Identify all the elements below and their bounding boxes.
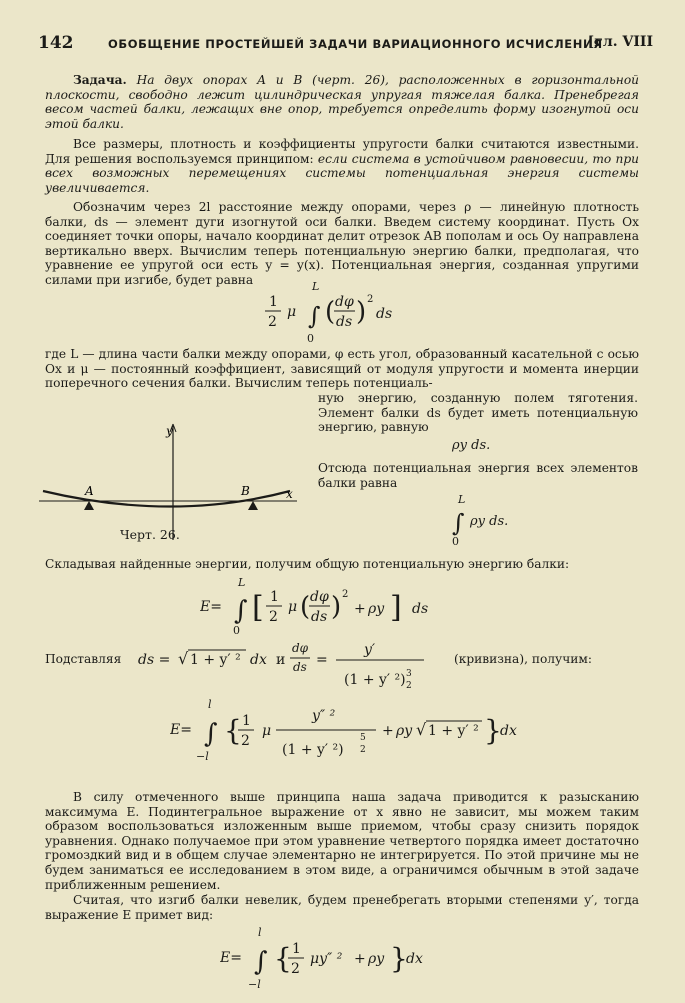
paragraph-definitions: где L — длина части балки между опорами, φ есть угол, образованный касательной с осью Ox и μ — постоянный коэффициент, зависящий от модуля упругости и момента инерции поперечного сечения балки. Вычислим теперь потенциаль-	[45, 347, 639, 391]
eq4-sqrt-radicand: 1 + y′ ²	[428, 723, 479, 739]
sub-and: и	[276, 652, 286, 668]
eq5-integral-sign: ∫	[254, 947, 268, 977]
paragraph-total-energy: Складывая найденные энергии, получим общую потенциальную энергию балки:	[45, 557, 570, 571]
eq4-denominator: 2	[241, 733, 250, 749]
eq1-paren-right: )	[356, 297, 367, 327]
paragraph-principle-text: Все размеры, плотность и коэффициенты упругости балки считаются известными. Для решения воспользуемся принципом:	[45, 137, 639, 166]
figure-caption: Черт. 26.	[120, 527, 180, 542]
eq3-plus: +	[354, 601, 366, 617]
eq1-mu: μ	[287, 304, 297, 320]
sub-exp-2: 2	[406, 681, 412, 691]
eq2-lower-limit: 0	[452, 535, 459, 545]
eq1-dphi: dφ	[335, 294, 354, 310]
eq3-square: 2	[342, 589, 349, 600]
eq4-dx: dx	[500, 723, 517, 739]
eq5-e: E=	[220, 950, 242, 966]
eq4-denom: (1 + y′ ²)	[282, 742, 344, 758]
figure-label-a: A	[85, 484, 94, 498]
eq4-rho-y: ρy	[396, 723, 413, 739]
eq1-denominator: 2	[268, 314, 277, 330]
eq3-paren-left: (	[300, 592, 311, 622]
eq2-upper-limit: L	[458, 493, 466, 506]
paragraph-principle	[45, 137, 639, 195]
paragraph-principle-applied: В силу отмеченного выше принципа наша задача приводится к разысканию максимума E. Подинтегральное выражение от x явно не зависит, мы можем таким образом воспользоваться изложенным выше приемом, чтобы сразу снизить порядок уравнения. Однако получаемое при этом уравнение четвертого порядка имеет достаточно громоздкий вид и в общем случае элементарно не интегрируется. По этой причине мы не будем заниматься ее исследованием в этом виде, а ограничимся обычным в этой задаче приближенным решением.	[45, 790, 639, 892]
equation-gravity-energy	[440, 493, 540, 545]
eq3-denominator: 2	[269, 609, 278, 625]
principle-statement: если система в устойчивом равновесии, то при всех возможных перемещениях системы потенциальная энергия системы увеличивается.	[45, 151, 639, 195]
sub-ds-den: ds	[293, 660, 307, 674]
eq1-integral-sign: ∫	[308, 302, 321, 330]
problem-label: Задача.	[73, 73, 127, 87]
eq3-numerator: 1	[270, 589, 279, 605]
eq3-bracket-right: ]	[390, 590, 402, 625]
eq5-numerator: 1	[292, 941, 301, 957]
eq5-lower-limit: −l	[248, 978, 261, 990]
problem-text: На двух опорах A и B (черт. 26), расположенных в горизонтальной плоскости, свободно лежит цилиндрическая упругая тяжелая балка. Пренебрегая весом частей балки, лежащих вне опор, требуется определить форму изогнутой оси этой балки.	[45, 73, 640, 131]
figure-label-x: x	[286, 487, 293, 501]
eq1-ds-den: ds	[336, 314, 353, 330]
eq4-brace-left: {	[224, 714, 242, 747]
eq5-brace-left: {	[274, 942, 292, 975]
running-header	[38, 33, 653, 55]
running-title: ОБОБЩЕНИЕ ПРОСТЕЙШЕЙ ЗАДАЧИ ВАРИАЦИОННОГО ИСЧИСЛЕНИЯ	[108, 37, 603, 51]
eq4-exp-5: 5	[360, 733, 366, 743]
eq3-paren-right: )	[331, 592, 342, 622]
problem-paragraph	[45, 73, 639, 131]
eq4-e: E=	[170, 722, 192, 738]
eq2-integrand: ρy ds.	[470, 514, 509, 529]
substitution-lead: Подставляя	[45, 652, 122, 666]
eq4-integral-sign: ∫	[204, 719, 218, 749]
eq1-paren-left: (	[325, 297, 336, 327]
sub-sqrt-sign: √	[178, 649, 189, 668]
eq1-numerator: 1	[269, 294, 278, 310]
eq2-integral-sign: ∫	[452, 509, 465, 537]
eq5-brace-right: }	[390, 942, 408, 975]
eq4-plus: +	[382, 723, 394, 739]
eq4-sqrt-sign: √	[416, 720, 427, 739]
sub-ds-eq: ds =	[138, 652, 171, 668]
eq3-mu: μ	[288, 599, 298, 615]
eq3-bracket-left: [	[252, 590, 264, 625]
eq1-upper-limit: L	[312, 282, 320, 293]
eq4-ypp: y″ ²	[312, 708, 336, 724]
eq1-ds: ds	[376, 306, 393, 322]
chapter-label: [гл. VIII	[587, 34, 653, 50]
sub-exp-3: 3	[406, 669, 412, 679]
paragraph-gravity-total: Отсюда потенциальная энергия всех элементов балки равна	[318, 461, 638, 490]
eq5-plus: +	[354, 951, 366, 967]
figure-label-y: y	[166, 424, 173, 438]
equation-total-energy	[200, 577, 460, 635]
paragraph-coordinates: Обозначим через 2l расстояние между опорами, через ρ — линейную плотность балки, ds — элемент дуги изогнутой оси балки. Введем систему координат. Пусть Ox соединяет точки опоры, начало координат делит отрезок AB пополам и ось Oy направлена вертикально вверх. Вычислим теперь потенциальную энергию балки, предполагая, что уравнение ее упругой оси есть y = y(x). Потенциальная энергия, созданная упругими силами при изгибе, будет равна	[45, 200, 639, 287]
substitution-note: (кривизна), получим:	[454, 652, 592, 666]
eq4-exp-2: 2	[360, 745, 366, 755]
eq3-integral-sign: ∫	[234, 596, 248, 626]
eq3-e: E=	[200, 599, 222, 615]
eq3-rho-y: ρy	[368, 601, 385, 617]
eq4-lower-limit: −l	[196, 750, 209, 763]
eq3-upper-limit: L	[238, 577, 246, 589]
eq4-numerator: 1	[242, 713, 251, 729]
eq5-mu-ypp: μy″ ²	[310, 951, 343, 967]
equation-element-energy: ρy ds.	[452, 438, 491, 453]
eq5-upper-limit: l	[258, 926, 262, 939]
sub-dphi: dφ	[292, 641, 309, 655]
sub-y2-num: y′	[364, 642, 376, 658]
equation-elastic-energy	[255, 282, 425, 344]
sub-equals: =	[316, 652, 328, 668]
eq3-dphi: dφ	[310, 589, 329, 605]
equation-approximate	[220, 926, 460, 990]
eq5-dx: dx	[406, 951, 423, 967]
eq4-brace-right: }	[484, 714, 502, 747]
eq1-lower-limit: 0	[307, 332, 314, 344]
figure-beam	[35, 422, 305, 540]
equation-substitution	[138, 638, 458, 694]
eq3-lower-limit: 0	[233, 624, 240, 635]
sub-sqrt-radicand: 1 + y′ ²	[190, 652, 241, 668]
eq3-ds-den: ds	[311, 609, 328, 625]
paragraph-small-bend: Считая, что изгиб балки невелик, будем пренебрегать вторыми степенями y′, тогда выражение E примет вид:	[45, 893, 639, 922]
eq4-upper-limit: l	[208, 698, 212, 711]
eq4-mu: μ	[262, 723, 272, 739]
eq5-rho-y: ρy	[368, 951, 385, 967]
eq3-ds: ds	[412, 601, 429, 617]
eq5-denominator: 2	[291, 961, 300, 977]
page-number: 142	[38, 33, 74, 53]
paragraph-gravity: ную энергию, созданную полем тяготения. Элемент балки ds будет иметь потенциальную энергию, равную	[318, 391, 638, 435]
figure-label-b: B	[241, 484, 250, 498]
equation-energy-x	[170, 698, 540, 768]
sub-denominator: (1 + y′ ²)	[344, 672, 406, 688]
eq1-square: 2	[367, 294, 374, 305]
sub-dx: dx	[250, 652, 267, 668]
